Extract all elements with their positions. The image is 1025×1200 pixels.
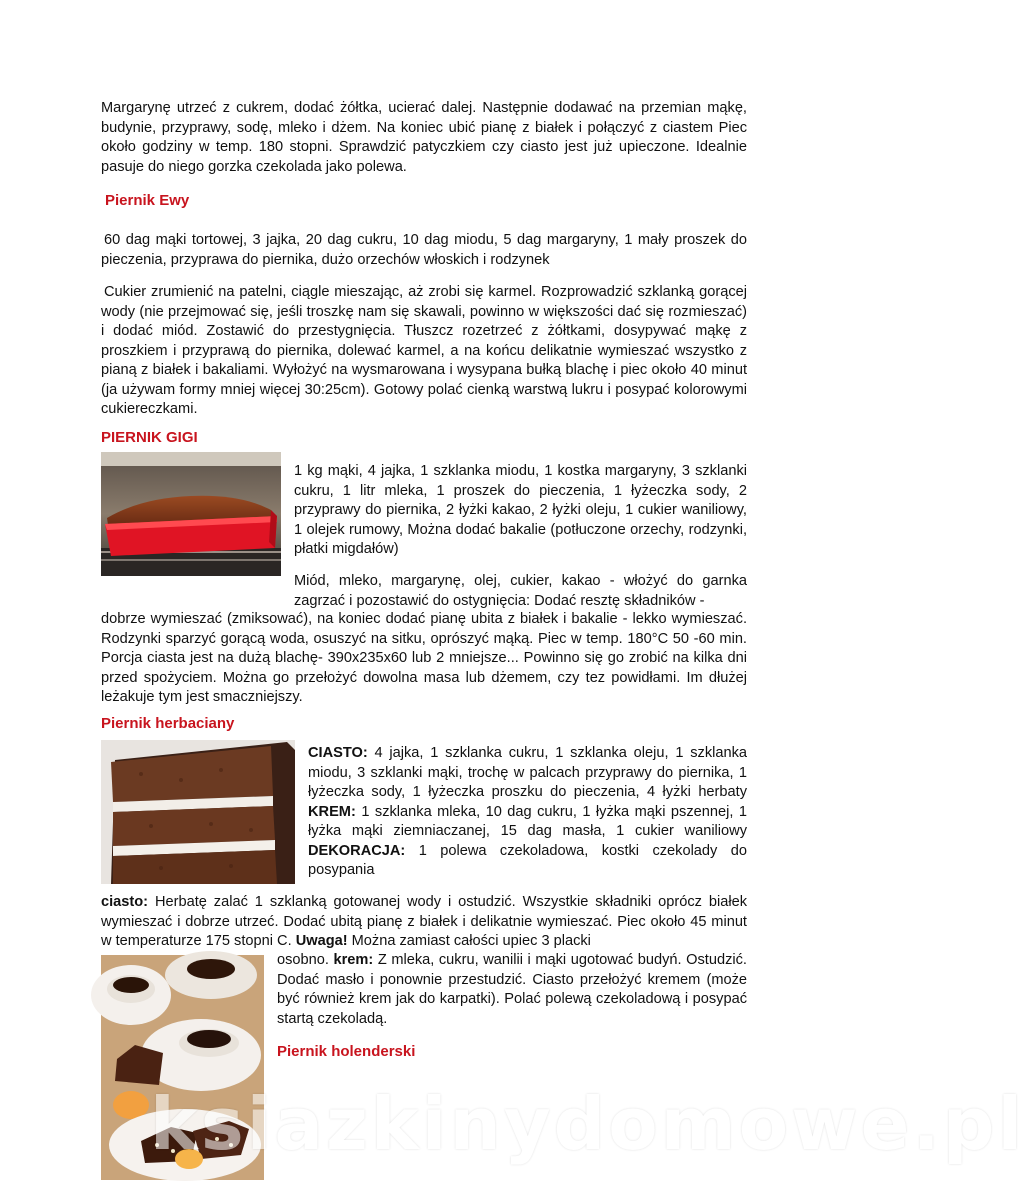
ciasto-label: CIASTO: — [308, 745, 368, 761]
recipe-title-piernik-gigi: PIERNIK GIGI — [101, 429, 198, 446]
recipe-method-piernik-gigi-part2: dobrze wymieszać (zmiksować), na koniec dodać pianę ubita z białek i bakalie - lekko wymieszać. Rodzynki sparzyć gorącą woda, osuszyć na sitku, oprószyć mąką. Piec w temp. 180°C 50 -60 min. Porcja ciasta jest na dużą blachę- 390x235x60 lub 2 mniejsze... Powinno się go zrobić na kilka dni przed spożyciem. Można go przełożyć dowolna masa lub dżemem, czy tez powidłami. Im dłużej leżakuje tym jest smaczniejszy. — [101, 611, 747, 705]
method-ciasto-text: Herbatę zalać 1 szklanką gotowanej wody i ostudzić. Wszystkie składniki oprócz białek wymieszać i dobrze utrzeć. Dodać ubitą pianę z białek i delikatnie wymieszać. Piec około 45 minut w temperaturze 175 stopni C. — [101, 894, 747, 949]
recipe-ingredients-piernik-herbaciany — [308, 744, 747, 881]
dekoracja-ingredients: 1 polewa czekoladowa, kostki czekolady do posypania — [308, 842, 747, 878]
recipe-title-piernik-holenderski: Piernik holenderski — [277, 1043, 416, 1060]
recipe-ingredients-piernik-gigi: 1 kg mąki, 4 jajka, 1 szklanka miodu, 1 kostka margaryny, 3 szklanki cukru, 1 litr mleka, 1 proszek do pieczenia, 1 łyżeczka sody, 2 przyprawy do piernika, 2 łyżki kakao, 2 łyżki oleju, 1 cukier waniliowy, 1 olejek rumowy, Można dodać bakalie (potłuczone orzechy, rodzynki, płatki migdałów) — [294, 463, 747, 557]
krem-ingredients: 1 szklanka mleka, 10 dag cukru, 1 łyżka mąki pszennej, 1 łyżka mąki ziemniaczanej, 15 dag masła, 1 cukier waniliowy — [308, 803, 747, 839]
recipe-title-piernik-ewy: Piernik Ewy — [105, 192, 190, 209]
recipe-method-piernik-herbaciany-cont — [277, 951, 747, 1029]
krem-label: KREM: — [308, 803, 356, 820]
recipe-method-piernik-herbaciany — [101, 893, 747, 952]
recipe-ingredients-piernik-ewy: 60 dag mąki tortowej, 3 jajka, 20 dag cukru, 10 dag miodu, 5 dag margaryny, 1 mały proszek do pieczenia, przyprawa do piernika, dużo orzechów włoskich i rodzynek — [101, 232, 747, 268]
piernik-gigi-photo — [101, 452, 281, 576]
recipe-method-piernik-ewy: Cukier zrumienić na patelni, ciągle mieszając, aż zrobi się karmel. Rozprowadzić szklanką gorącej wody (nie przejmować się, jeśli troszkę nam się skawali, powinno w większości dać się rozmieszać) i dodać miód. Zostawić do przestygnięcia. Tłuszcz rozetrzeć z żółtkami, dosypywać mąkę z proszkiem i przyprawą do piernika, dolewać karmel, a na końcu delikatnie wymieszać wszystko z pianą z białek i bakaliami. Wyłożyć na wysmarowana i wysypana bułką blachę i piec około 40 minut (ja używam formy mniej więcej 30:25cm). Gotowy polać cienką warstwą lukru i posypać kolorowymi cukiereczkami. — [101, 284, 747, 417]
intro-paragraph: Margarynę utrzeć z cukrem, dodać żółtka, ucierać dalej. Następnie dodawać na przemian mąkę, budynie, przyprawy, sodę, mleko i dżem. Na koniec ubić pianę z białek i połączyć z ciastem Piec około godziny w temp. 180 stopni. Sprawdzić patyczkiem czy ciasto jest już upieczone. Idealnie pasuje do niego gorzka czekolada jako polewa. — [101, 100, 747, 175]
watermark: ksiazkinydomowe.pl — [150, 1082, 1025, 1166]
dekoracja-label: DEKORACJA: — [308, 842, 406, 859]
method-ciasto-label: ciasto: — [101, 894, 149, 910]
recipe-method-piernik-gigi-part1: Miód, mleko, margarynę, olej, cukier, kakao - włożyć do garnka zagrzać i pozostawić do ostygnięcia: Dodać resztę składników - — [294, 573, 747, 609]
recipe-title-piernik-herbaciany: Piernik herbaciany — [101, 715, 235, 732]
krem-method-label: krem: — [333, 952, 374, 968]
piernik-herbaciany-photo — [101, 740, 295, 884]
krem-method-text: Z mleka, cukru, wanilii i mąki ugotować budyń. Ostudzić. Dodać masło i ponownie przestudzić. Ciasto przełożyć kremem (może być również krem jak do karpatki). Polać polewą czekoladową i posypać startą czekoladą. — [277, 952, 747, 1027]
method-cont-text: osobno. — [277, 952, 334, 968]
uwaga-text: Można zamiast całości upiec 3 placki — [347, 933, 591, 949]
uwaga-label: Uwaga! — [295, 933, 348, 949]
ciasto-ingredients: 4 jajka, 1 szklanka cukru, 1 szklanka oleju, 1 szklanka miodu, 3 szklanki mąki, trochę w palcach przyprawy do piernika, 1 łyżeczka sody, 1 łyżeczka proszku do pieczenia, 4 łyżki herbaty — [308, 745, 747, 800]
